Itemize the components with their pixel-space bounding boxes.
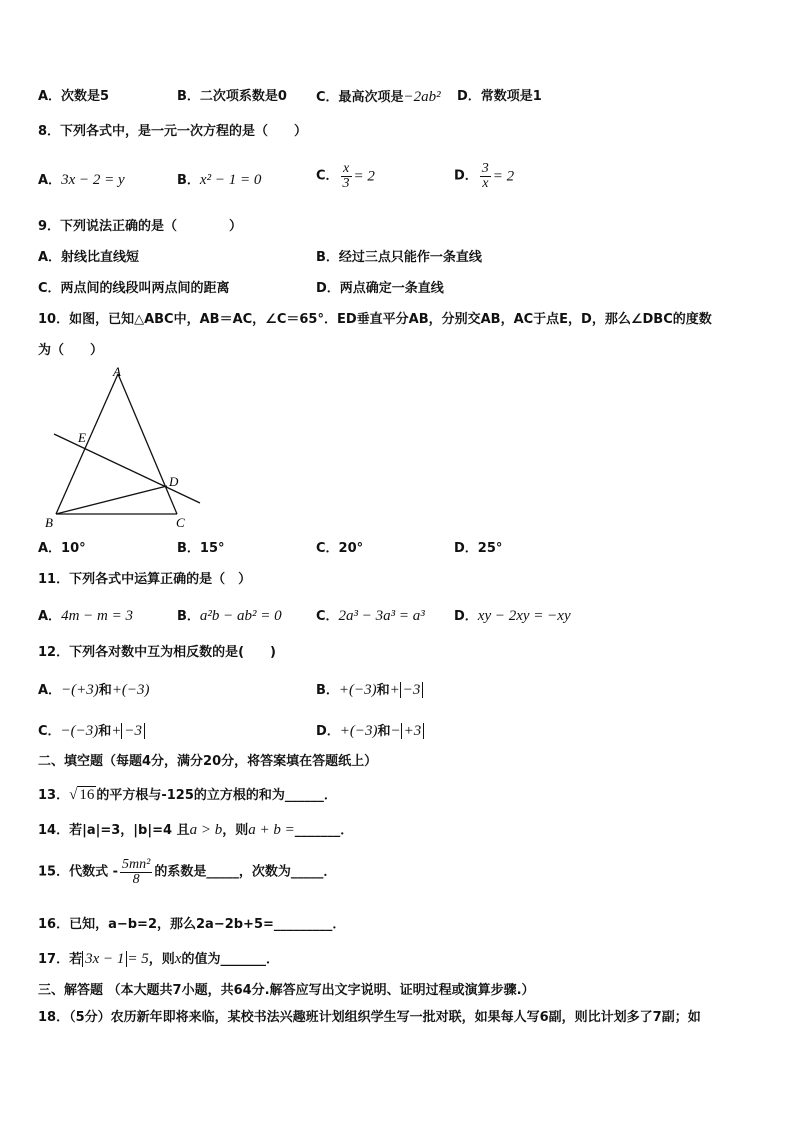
q11-option-a: A．4m − m = 3 (38, 608, 133, 624)
q12-option-b: B．+(−3)和+ −3 (316, 682, 423, 699)
q10-option-c: C．20° (316, 541, 364, 556)
q9-option-b: B．经过三点只能作一条直线 (316, 250, 482, 265)
section2-heading: 二、填空题（每题4分，满分20分，将答案填在答题纸上） (38, 754, 378, 769)
q9-option-a: A．射线比直线短 (38, 250, 140, 265)
q8-option-c: C． $\frac{x}{3}$ = 2 (316, 161, 375, 191)
q12-stem: 12．下列各对数中互为相反数的是( ) (38, 645, 276, 660)
label-b: B (45, 515, 53, 530)
label-c: C (176, 515, 185, 530)
q13: 13．√ 16 的平方根与-125的立方根的和为______． (38, 787, 337, 803)
q8-stem: 8．下列各式中，是一元一次方程的是（ ） (38, 124, 308, 139)
section3-heading: 三、解答题 （本大题共7小题，共64分.解答应写出文字说明、证明过程或演算步骤.） (38, 983, 535, 998)
q10-option-d: D．25° (454, 541, 503, 556)
q8-option-b: B．x² − 1 = 0 (177, 172, 262, 188)
q11-option-d: D．xy − 2xy = −xy (454, 608, 571, 624)
q10-stem-line2: 为（ ） (38, 343, 104, 358)
q11-stem: 11．下列各式中运算正确的是（ ） (38, 572, 252, 587)
segment-ab (56, 374, 118, 514)
q7-option-a: A．次数是5 (38, 89, 110, 104)
q17: 17．若 3x − 1 = 5，则x的值为_______． (38, 951, 279, 967)
q7-option-d: D．常数项是1 (457, 89, 542, 104)
label-d: D (169, 474, 179, 489)
q9-option-d: D．两点确定一条直线 (316, 281, 444, 296)
segment-ac (118, 374, 177, 514)
q9-stem: 9．下列说法正确的是（ ） (38, 219, 243, 234)
segment-bd (56, 486, 167, 514)
q10-stem-line1: 10．如图，已知△ABC中，AB＝AC，∠C＝65°．ED垂直平分AB，分别交AB，AC于点E，D，那么∠DBC的度数 (38, 312, 712, 327)
q12-option-c: C．−(−3)和+ −3 (38, 723, 145, 740)
q11-option-c: C．2a³ − 3a³ = a³ (316, 608, 425, 624)
q10-option-a: A．10° (38, 541, 86, 556)
q11-option-b: B．a²b − ab² = 0 (177, 608, 282, 624)
q7-option-b: B．二次项系数是0 (177, 89, 287, 104)
q15: 15．代数式 - $\frac{\text{5mn²}}{8}$ 的系数是_____，次数为_____． (38, 857, 337, 887)
label-e: E (78, 430, 86, 445)
triangle-figure (36, 364, 206, 534)
q12-option-a: A．−(+3)和+(−3) (38, 682, 150, 698)
q7-option-c: C．最高次项是−2ab² (316, 89, 441, 105)
label-a: A (113, 364, 121, 379)
fraction: $\frac{x}{3}$ (342, 161, 350, 191)
q10-option-b: B．15° (177, 541, 225, 556)
q12-option-d: D．+(−3)和− +3 (316, 723, 424, 740)
q16: 16．已知，a−b=2，那么2a−2b+5=_________． (38, 917, 346, 932)
q14: 14．若|a|=3，|b|=4 且a > b，则a + b =_______． (38, 822, 354, 838)
fraction: $\frac{\text{5mn²}}{8}$ (122, 857, 151, 887)
q9-option-c: C．两点间的线段叫两点间的距离 (38, 281, 230, 296)
q8-option-a: A．3x − 2 = y (38, 172, 125, 188)
q8-option-d: D． $\frac{3}{x}$ = 2 (454, 161, 515, 191)
fraction: $\frac{3}{x}$ (481, 161, 489, 191)
q18: 18．（5分）农历新年即将来临，某校书法兴趣班计划组织学生写一批对联，如果每人写6副，则比计划多了7副；如 (38, 1010, 701, 1025)
